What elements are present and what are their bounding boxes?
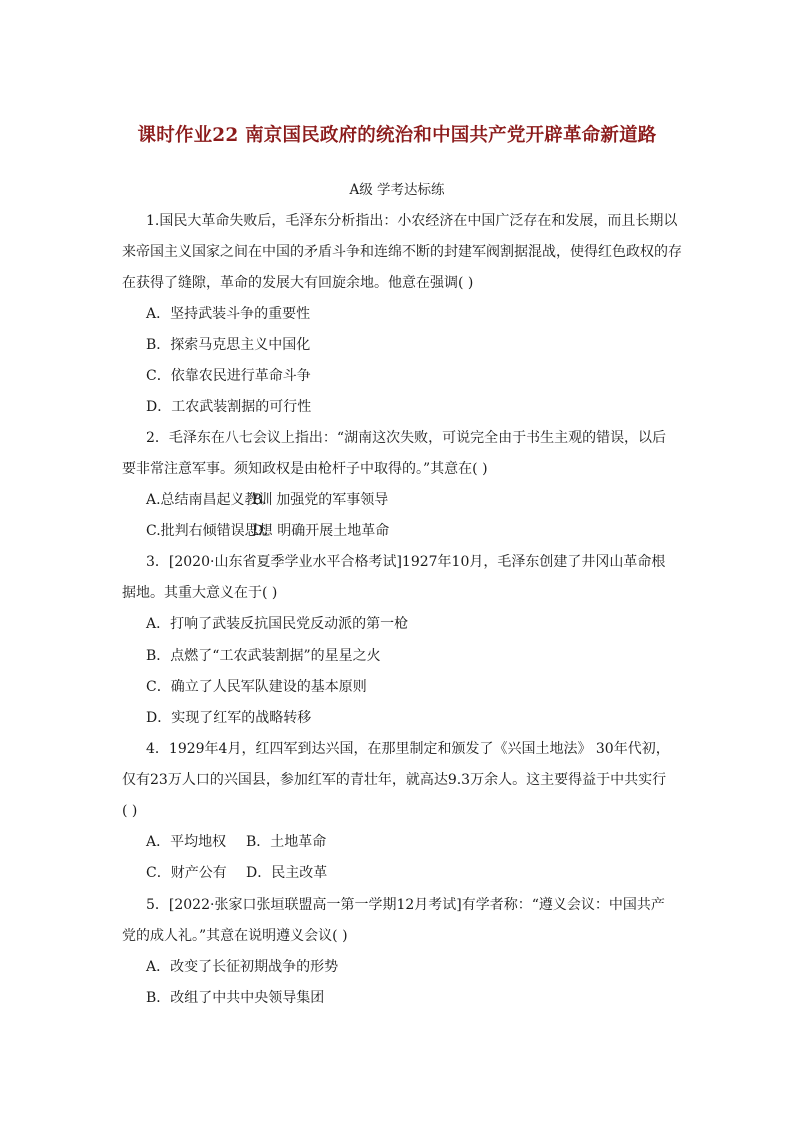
q2-stem-line-1: 2．毛泽东在八七会议上指出：“湖南这次失败，可说完全由于书生主观的错误，以后 <box>146 430 667 446</box>
q3-option-d: D．实现了红军的战略转移 <box>146 710 312 726</box>
q2-stem-line-2: 要非常注意军事。须知政权是由枪杆子中取得的。”其意在( ) <box>122 461 488 477</box>
q3-option-c: C．确立了人民军队建设的基本原则 <box>146 679 367 695</box>
q1-option-d: D．工农武装割据的可行性 <box>146 399 312 415</box>
q2-option-d: D．明确开展土地革命 <box>252 523 390 539</box>
q4-option-a: A．平均地权 <box>146 834 227 850</box>
q5-stem-line-2: 党的成人礼。”其意在说明遵义会议( ) <box>122 928 348 944</box>
q2-option-b: B．加强党的军事领导 <box>252 492 389 508</box>
q5-option-b: B．改组了中共中央领导集团 <box>146 990 325 1006</box>
page-title: 课时作业22 南京国民政府的统治和中国共产党开辟革命新道路 <box>137 125 657 146</box>
q2-option-a: A.总结南昌起义教训 <box>146 492 273 508</box>
q2-option-c: C.批判右倾错误思想 <box>146 523 273 539</box>
q4-stem-line-1: 4．1929年4月，红四军到达兴国，在那里制定和颁发了《兴国土地法》 30年代初， <box>146 741 670 757</box>
q3-stem-line-2: 据地。其重大意义在于( ) <box>122 585 278 601</box>
q4-option-c: C．财产公有 <box>146 865 227 881</box>
q1-option-a: A．坚持武装斗争的重要性 <box>146 306 311 322</box>
q5-stem-line-1: 5．[2022·张家口张垣联盟高一第一学期12月考试]有学者称：“遵义会议：中国共产 <box>146 897 665 913</box>
q4-stem-line-2: 仅有23万人口的兴国县，参加红军的青壮年，就高达9.3万余人。这主要得益于中共实行 <box>122 772 667 788</box>
q1-stem-line-3: 在获得了缝隙，革命的发展大有回旋余地。他意在强调( ) <box>122 275 474 291</box>
q3-option-a: A．打响了武装反抗国民党反动派的第一枪 <box>146 616 409 632</box>
q1-stem-line-1: 1.国民大革命失败后，毛泽东分析指出：小农经济在中国广泛存在和发展，而且长期以 <box>146 213 678 229</box>
q4-stem-line-3: ( ) <box>122 803 138 819</box>
q5-option-a: A．改变了长征初期战争的形势 <box>146 959 339 975</box>
q4-option-b: B．土地革命 <box>246 834 327 850</box>
q1-option-c: C．依靠农民进行革命斗争 <box>146 368 311 384</box>
section-heading: A级 学考达标练 <box>349 182 445 198</box>
q4-option-d: D．民主改革 <box>246 865 328 881</box>
q1-option-b: B．探索马克思主义中国化 <box>146 337 311 353</box>
q3-stem-line-1: 3．[2020·山东省夏季学业水平合格考试]1927年10月，毛泽东创建了井冈山革命根 <box>146 554 666 570</box>
q3-option-b: B．点燃了“工农武装割据”的星星之火 <box>146 648 381 664</box>
q1-stem-line-2: 来帝国主义国家之间在中国的矛盾斗争和连绵不断的封建军阀割据混战，使得红色政权的存 <box>122 244 682 260</box>
